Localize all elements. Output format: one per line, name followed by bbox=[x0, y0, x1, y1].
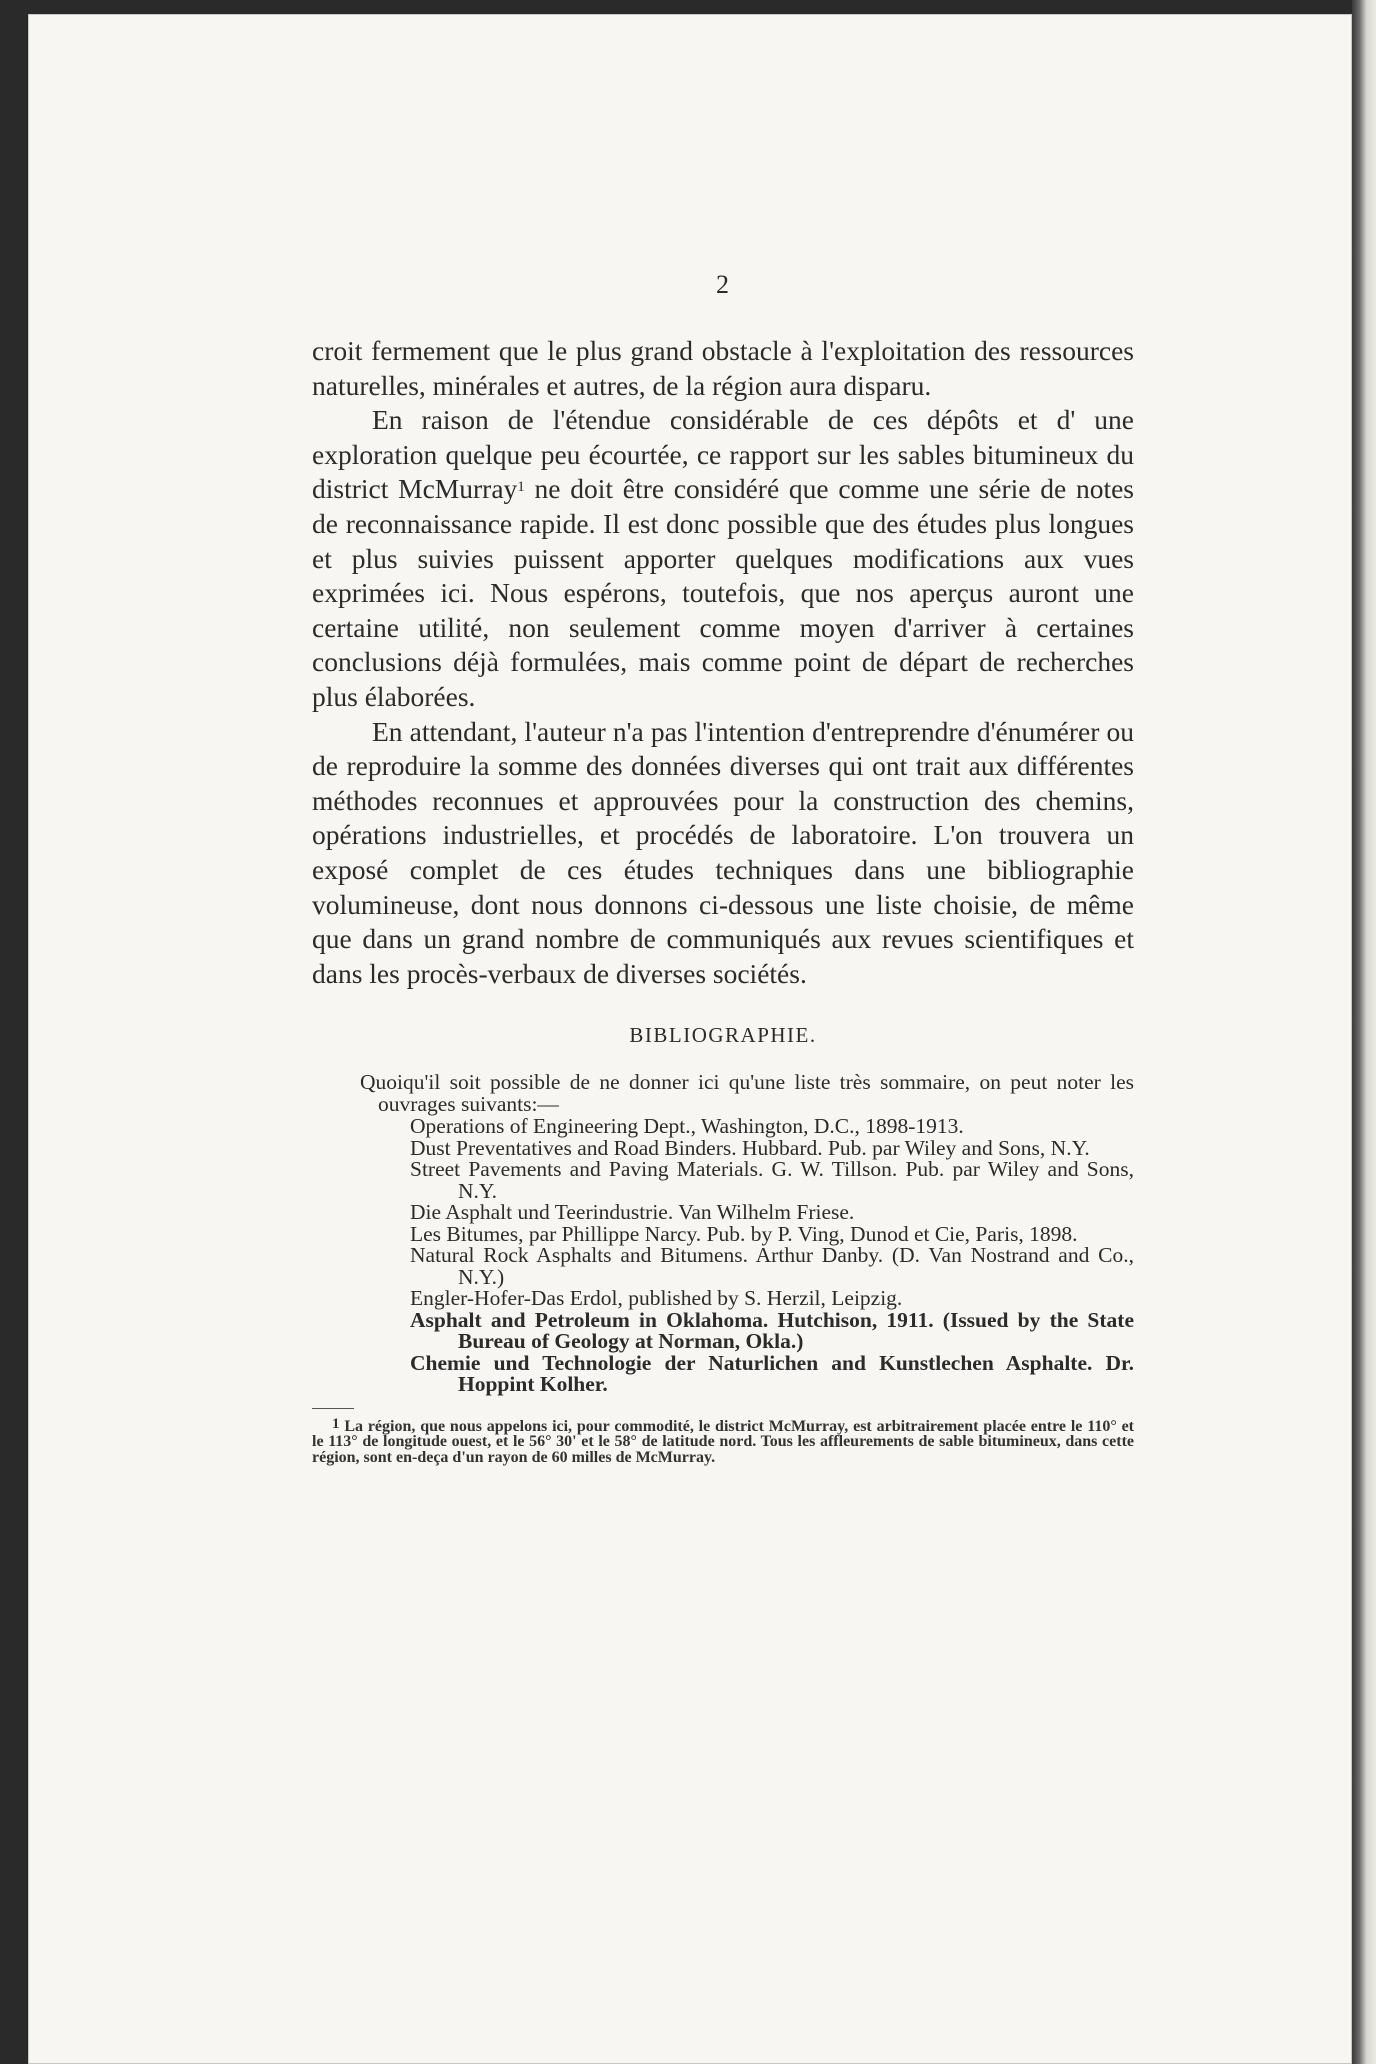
bibliography-entry: Asphalt and Petroleum in Oklahoma. Hutchison, 1911. (Issued by the State Bureau of Geology at Norman, Okla.) bbox=[410, 1307, 1134, 1354]
page-edge-shadow bbox=[1352, 0, 1376, 2064]
bibliography-entry: Chemie und Technologie der Naturlichen and Kunstlechen Asphalte. Dr. Hoppint Kolher. bbox=[410, 1350, 1134, 1397]
bibliography-intro: Quoiqu'il soit possible de ne donner ici qu'une liste très sommaire, on peut noter les ouvrages suivants:— bbox=[360, 1070, 1134, 1116]
paragraph-2-start: En raison de l'étendue considérable de ces dépôts et d' une exploration quelque peu écourtée, ce rapport sur les sables bitumineux du district McMurray bbox=[312, 404, 1134, 505]
footnote-number: 1 bbox=[332, 1415, 340, 1432]
bibliography-title: BIBLIOGRAPHIE. bbox=[629, 1023, 817, 1048]
bibliography-entry: Natural Rock Asphalts and Bitumens. Arthur Danby. (D. Van Nostrand and Co., N.Y.) bbox=[410, 1243, 1134, 1289]
bibliography-list bbox=[312, 1116, 1134, 1396]
bibliography-entry: Dust Preventatives and Road Binders. Hubbard. Pub. par Wiley and Sons, N.Y. bbox=[410, 1135, 1090, 1160]
bibliography-entry: Die Asphalt und Teerindustrie. Van Wilhelm Friese. bbox=[410, 1200, 855, 1225]
paragraph-3: En attendant, l'auteur n'a pas l'intention d'entreprendre d'énumérer ou de reproduire la somme des données diverses qui ont trait aux différentes méthodes reconnues et approuvées pour la construction des chemins, opérations industrielles, et procédés de laboratoire. L'on trouvera un exposé complet de ces études techniques dans une bibliographie volumineuse, dont nous donnons ci-dessous une liste choisie, de même que dans un grand nombre de communiqués aux revues scientifiques et dans les procès-verbaux de diverses sociétés. bbox=[312, 715, 1134, 989]
footnote-text: La région, que nous appelons ici, pour commodité, le district McMurray, est arbitrairement placée entre le 110° et le 113° de longitude ouest, et le 56° 30' et le 58° de latitude nord. Tous les affleurements de sable bitumineux, dans cette région, sont en-deça d'un rayon de 60 milles de McMurray. bbox=[312, 1417, 1134, 1466]
paragraph-2 bbox=[312, 403, 1134, 714]
bibliography-entry: Street Pavements and Paving Materials. G. W. Tillson. Pub. par Wiley and Sons, N.Y. bbox=[410, 1157, 1134, 1203]
footnote-marker: 1 bbox=[517, 479, 525, 496]
document-page bbox=[312, 270, 1134, 1465]
footnote bbox=[312, 1415, 1134, 1466]
bibliography-entry: Operations of Engineering Dept., Washington, D.C., 1898-1913. bbox=[410, 1114, 964, 1139]
footnote-divider bbox=[312, 1408, 354, 1409]
body-text bbox=[312, 334, 1134, 991]
paragraph-1: croit fermement que le plus grand obstacle à l'exploitation des ressources naturelles, minérales et autres, de la région aura disparu. bbox=[312, 335, 1134, 401]
bibliography-entry: Engler-Hofer-Das Erdol, published by S. Herzil, Leipzig. bbox=[410, 1286, 903, 1311]
bibliography-entry: Les Bitumes, par Phillippe Narcy. Pub. by P. Ving, Dunod et Cie, Paris, 1898. bbox=[410, 1221, 1078, 1246]
paragraph-2-end: ne doit être considéré que comme une série de notes de reconnaissance rapide. Il est donc possible que des études plus longues et plus suivies puissent apporter quelques modifications aux vues exprimées ici. Nous espérons, toutefois, que nos aperçus auront une certaine utilité, non seulement comme moyen d'arriver à certaines conclusions déjà formulées, mais comme point de départ de recherches plus élaborées. bbox=[312, 473, 1134, 712]
page-number: 2 bbox=[716, 270, 730, 299]
